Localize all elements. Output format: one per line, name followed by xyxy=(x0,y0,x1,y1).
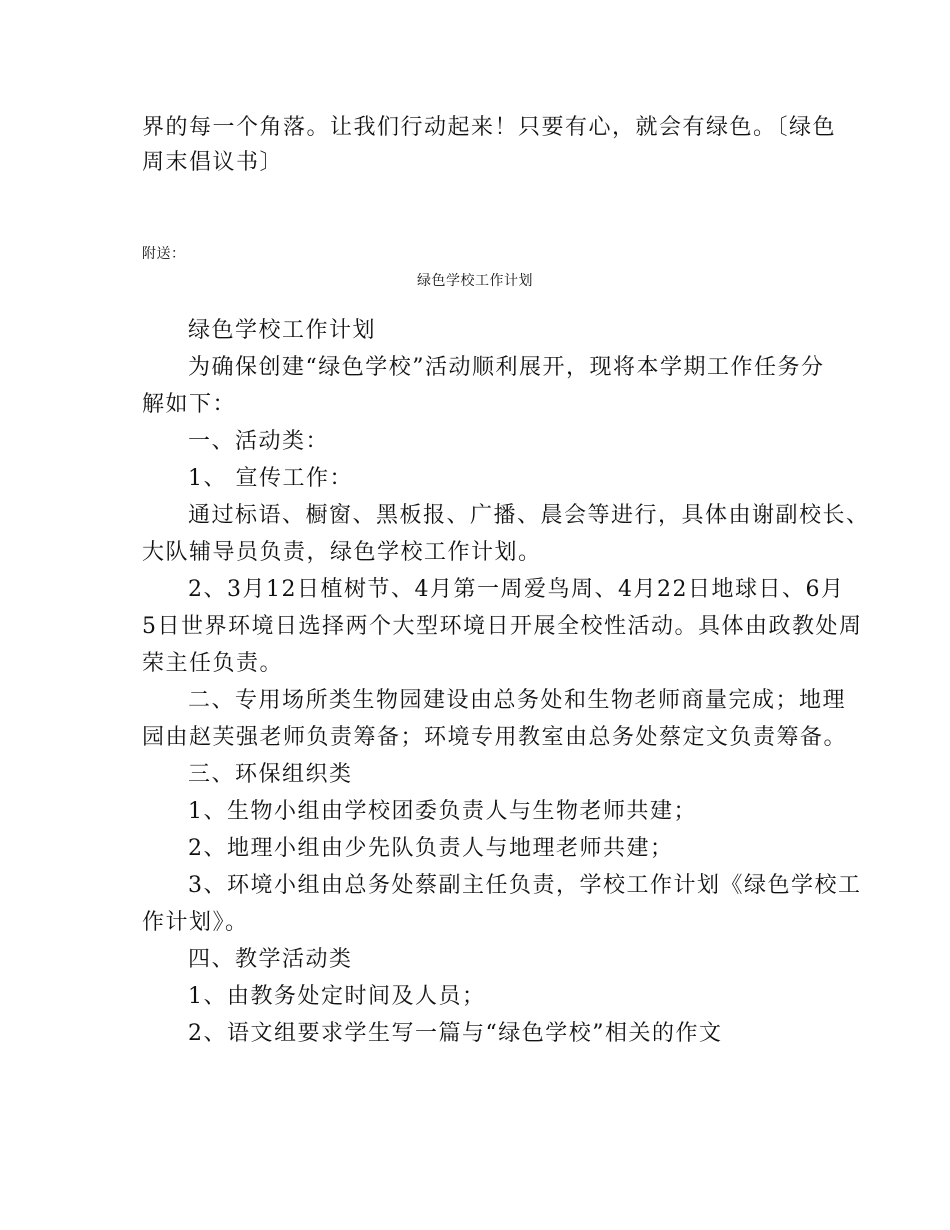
paragraph-1-line-1: 为确保创建“绿色学校”活动顺利展开，现将本学期工作任务分 xyxy=(188,355,825,380)
intro-line-2: 周末倡议书〕 xyxy=(142,150,284,175)
section-2-line-1: 二、专用场所类生物园建设由总务处和生物老师商量完成；地理 xyxy=(188,688,847,713)
section-heading: 绿色学校工作计划 xyxy=(188,318,377,343)
item-1-2-line-1: 2、3月12日植树节、4月第一周爱鸟周、4月22日地球日、6月 xyxy=(188,577,845,602)
item-3-2: 2、地理小组由少先队负责人与地理老师共建； xyxy=(188,836,674,861)
item-3-3-line-1: 3、环境小组由总务处蔡副主任负责，学校工作计划《绿色学校工 xyxy=(188,873,862,898)
item-3-3-line-2: 作计划》。 xyxy=(142,910,249,935)
item-4-2: 2、语文组要求学生写一篇与“绿色学校”相关的作文 xyxy=(188,1021,723,1046)
item-1-1-detail-line-2: 大队辅导员负责，绿色学校工作计划。 xyxy=(142,540,542,565)
item-3-1: 1、生物小组由学校团委负责人与生物老师共建； xyxy=(188,799,697,824)
paragraph-1-line-2: 解如下： xyxy=(142,392,237,417)
item-1-2-line-3: 荣主任负责。 xyxy=(142,651,284,676)
item-1-1-title: 1、 宣传工作： xyxy=(188,466,353,491)
section-4-title: 四、教学活动类 xyxy=(188,947,353,972)
section-2-line-2: 园由赵芙强老师负责筹备；环境专用教室由总务处蔡定文负责筹备。 xyxy=(142,725,848,750)
item-1-2-line-2: 5日世界环境日选择两个大型环境日开展全校性活动。具体由政教处周 xyxy=(142,614,863,639)
section-3-title: 三、环保组织类 xyxy=(188,762,353,787)
appendix-title: 绿色学校工作计划 xyxy=(417,273,533,289)
intro-line-1: 界的每一个角落。让我们行动起来！只要有心，就会有绿色。〔绿色 xyxy=(142,115,837,140)
item-4-1: 1、由教务处定时间及人员； xyxy=(188,984,486,1009)
section-1-title: 一、活动类： xyxy=(188,429,330,454)
item-1-1-detail-line-1: 通过标语、橱窗、黑板报、广播、晨会等进行，具体由谢副校长、 xyxy=(188,503,870,528)
appendix-label: 附送： xyxy=(142,246,186,262)
